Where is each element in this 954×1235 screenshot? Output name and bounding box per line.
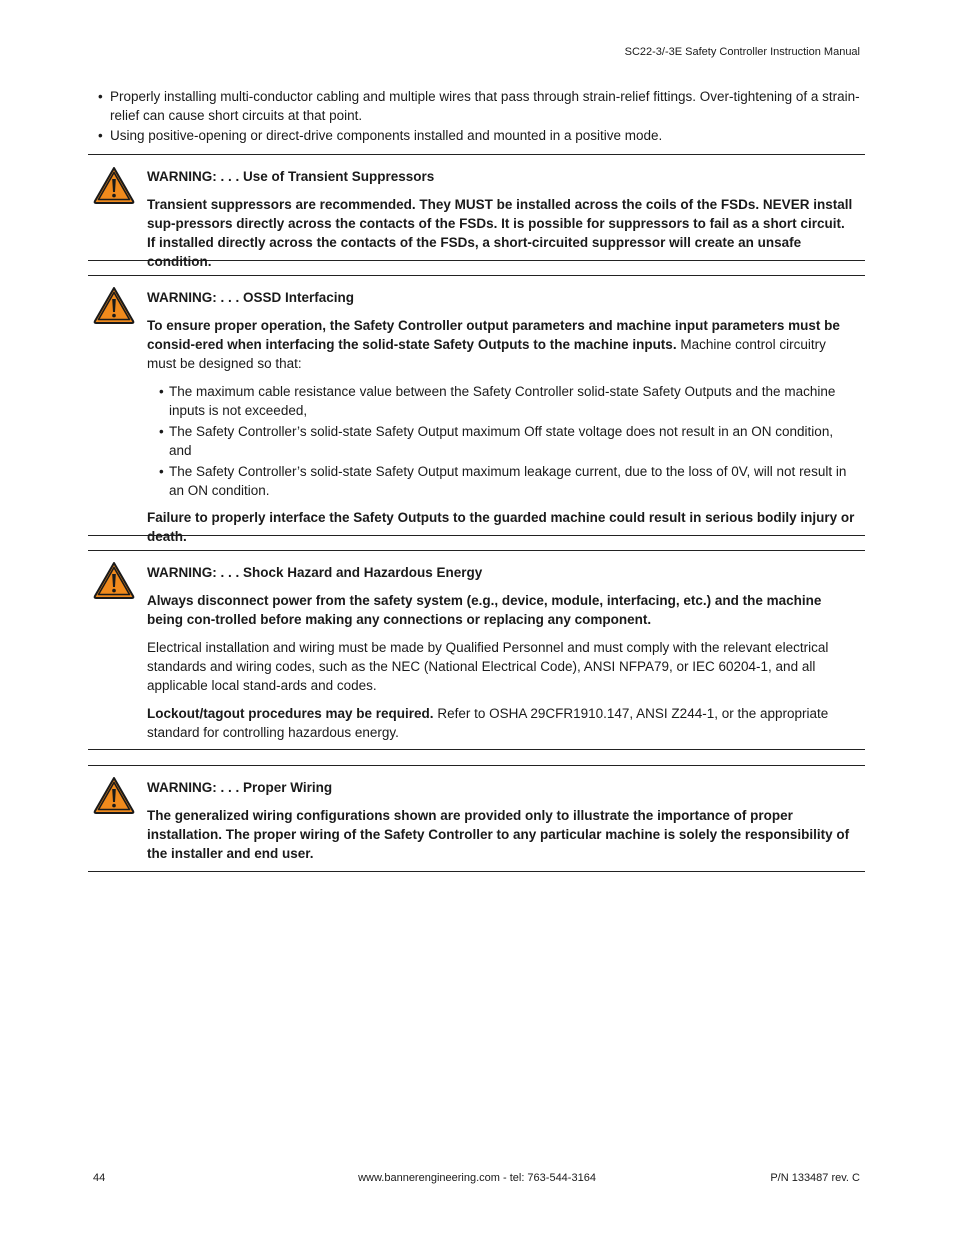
- warning-title: WARNING: . . . Shock Hazard and Hazardous Energy: [147, 565, 483, 580]
- intro-bullet: • Using positive-opening or direct-drive components installed and mounted in a positive mode.: [98, 127, 860, 146]
- warning-box-proper-wiring: [88, 765, 865, 872]
- warning-text: Failure to properly interface the Safety Outputs to the guarded machine could result in serious bodily injury or death.: [147, 510, 855, 544]
- warning-text: Machine control circuitry must be designed so that:: [147, 337, 826, 371]
- warning-bullet: • The Safety Controller’s solid-state Safety Output maximum leakage current, due to the loss of 0V, will not result in an ON condition.: [147, 462, 855, 500]
- warning-triangle-icon: [93, 286, 135, 324]
- warning-text: Lockout/tagout procedures may be required.: [147, 706, 434, 721]
- warning-box-transient-suppressors: [88, 154, 865, 269]
- page-number: 44: [93, 1172, 106, 1184]
- warning-text: Refer to OSHA 29CFR1910.147, ANSI Z244-1, or the appropriate standard for controlling hazardous energy.: [147, 706, 829, 740]
- warning-box-shock-hazard: [88, 550, 865, 750]
- warning-title: WARNING: . . . OSSD Interfacing: [147, 290, 355, 305]
- warning-bullet: • The maximum cable resistance value between the Safety Controller solid-state Safety Outputs and the machine inputs is not exceeded,: [147, 382, 855, 420]
- warning-title: WARNING: . . . Proper Wiring: [147, 780, 333, 795]
- warning-triangle-icon: [93, 776, 135, 814]
- warning-title: WARNING: . . . Use of Transient Suppressors: [147, 169, 435, 184]
- warning-triangle-icon: [93, 561, 135, 599]
- warning-bullet: • The Safety Controller’s solid-state Safety Output maximum Off state voltage does not result in an ON condition, and: [147, 422, 855, 460]
- intro-bullet: • Properly installing multi-conductor cabling and multiple wires that pass through strain-relief fittings. Over-tightening of a strain-relief can cause short circuits at that point.: [98, 88, 860, 125]
- warning-box-ossd-interfacing: [88, 275, 865, 544]
- warning-text: Always disconnect power from the safety system (e.g., device, module, interfacing, etc.) and the machine being con-trolled before making any connections or replacing any component.: [147, 593, 822, 627]
- warning-text: Electrical installation and wiring must be made by Qualified Personnel and must comply with the relevant electrical standards and wiring codes, such as the NEC (National Electrical Code), ANSI NFPA79, or IEC 60204-1, and all applicable local stand-ards and codes.: [147, 640, 829, 693]
- part-number: P/N 133487 rev. C: [770, 1172, 860, 1184]
- intro-list: [98, 88, 860, 148]
- warning-text: The generalized wiring configurations shown are provided only to illustrate the importance of proper installation. The proper wiring of the Safety Controller to any particular machine is solely the responsibility of the installer and end user.: [147, 808, 850, 861]
- footer-website: www.bannerengineering.com - tel: 763-544-3164: [358, 1172, 596, 1184]
- warning-triangle-icon: [93, 166, 135, 204]
- manual-title: SC22-3/-3E Safety Controller Instruction Manual: [624, 46, 860, 58]
- warning-text: Transient suppressors are recommended. They MUST be installed across the coils of the FSDs. NEVER install sup-pressors directly across the contacts of the FSDs. It is possible for suppressors to fail as a short circuit. If installed directly across the contacts of the FSDs, a short-circuited suppressor will create an unsafe condition.: [147, 197, 853, 269]
- warning-text: To ensure proper operation, the Safety Controller output parameters and machine input parameters must be consid-ered when interfacing the solid-state Safety Outputs to the machine inputs.: [147, 318, 840, 352]
